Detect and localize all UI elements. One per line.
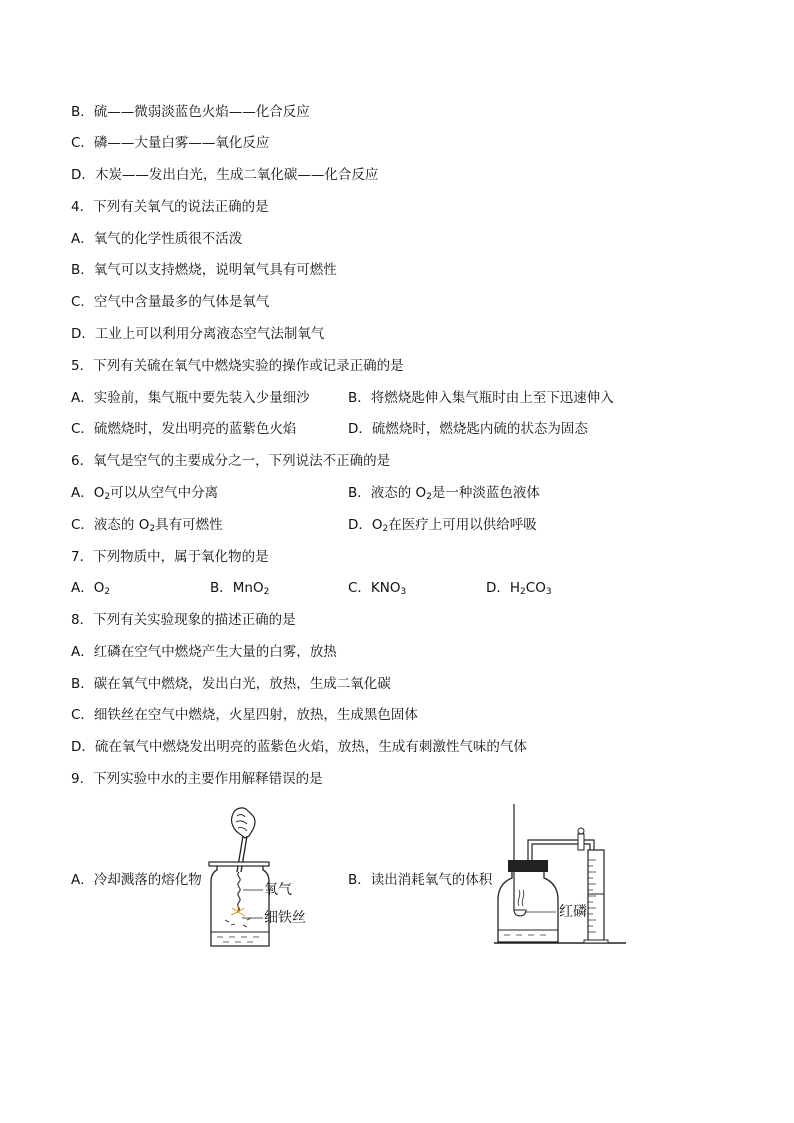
q7-option-d: D．$H_2CO_3$ — [486, 580, 552, 597]
q5-option-a: A．实验前，集气瓶中要先装入少量细沙 — [71, 390, 310, 406]
q5-option-d: D．硫燃烧时，燃烧匙内硫的状态为固态 — [348, 421, 588, 437]
q7-option-a: A．$O_2$ — [71, 580, 111, 597]
iron-wire-combustion-figure — [205, 806, 320, 952]
q8-option-a: A．红磷在空气中燃烧产生大量的白雾，放热 — [71, 644, 337, 660]
q3-option-c: C．磷——大量白雾——氧化反应 — [71, 135, 270, 151]
q6-option-d: D．$O_2$在医疗上可用以供给呼吸 — [348, 517, 537, 534]
q7-stem: 7．下列物质中，属于氧化物的是 — [71, 549, 269, 565]
q8-stem: 8．下列有关实验现象的描述正确的是 — [71, 612, 296, 628]
fig-b-label-red-phosphorus: 红磷 — [559, 904, 587, 920]
q7-option-c: C．$KNO_3$ — [348, 580, 407, 597]
q4-option-d: D．工业上可以利用分离液态空气法制氧气 — [71, 326, 325, 342]
q6-option-c: C．液态的 $O_2$具有可燃性 — [71, 517, 223, 534]
q5-option-b: B．将燃烧匙伸入集气瓶时由上至下迅速伸入 — [348, 390, 614, 406]
q6-stem: 6．氧气是空气的主要成分之一，下列说法不正确的是 — [71, 453, 391, 469]
fig-a-label-oxygen: 氧气 — [264, 882, 292, 898]
q4-option-a: A．氧气的化学性质很不活泼 — [71, 231, 243, 247]
q5-stem: 5．下列有关硫在氧气中燃烧实验的操作或记录正确的是 — [71, 358, 404, 374]
q4-option-b: B．氧气可以支持燃烧，说明氧气具有可燃性 — [71, 262, 337, 278]
q4-option-c: C．空气中含量最多的气体是氧气 — [71, 294, 270, 310]
q9-option-a: A．冷却溅落的熔化物 — [71, 872, 202, 888]
q5-option-c: C．硫燃烧时，发出明亮的蓝紫色火焰 — [71, 421, 297, 437]
q7-option-b: B．MnO$_2$ — [210, 580, 270, 597]
q9-option-b: B．读出消耗氧气的体积 — [348, 872, 493, 888]
q8-option-d: D．硫在氧气中燃烧发出明亮的蓝紫色火焰，放热，生成有刺激性气味的气体 — [71, 739, 527, 755]
q8-option-b: B．碳在氧气中燃烧，发出白光，放热，生成二氧化碳 — [71, 676, 391, 692]
fig-a-label-iron-wire: 细铁丝 — [264, 910, 306, 926]
q4-stem: 4．下列有关氧气的说法正确的是 — [71, 199, 269, 215]
q9-stem: 9．下列实验中水的主要作用解释错误的是 — [71, 771, 323, 787]
q3-option-b: B．硫——微弱淡蓝色火焰——化合反应 — [71, 104, 310, 120]
q3-option-d: D．木炭——发出白光，生成二氧化碳——化合反应 — [71, 167, 379, 183]
q6-option-a: A．$O_2$可以从空气中分离 — [71, 485, 219, 502]
q6-option-b: B．液态的 $O_2$是一种淡蓝色液体 — [348, 485, 540, 502]
phosphorus-oxygen-volume-figure — [492, 800, 632, 950]
q8-option-c: C．细铁丝在空气中燃烧，火星四射，放热，生成黑色固体 — [71, 707, 418, 723]
